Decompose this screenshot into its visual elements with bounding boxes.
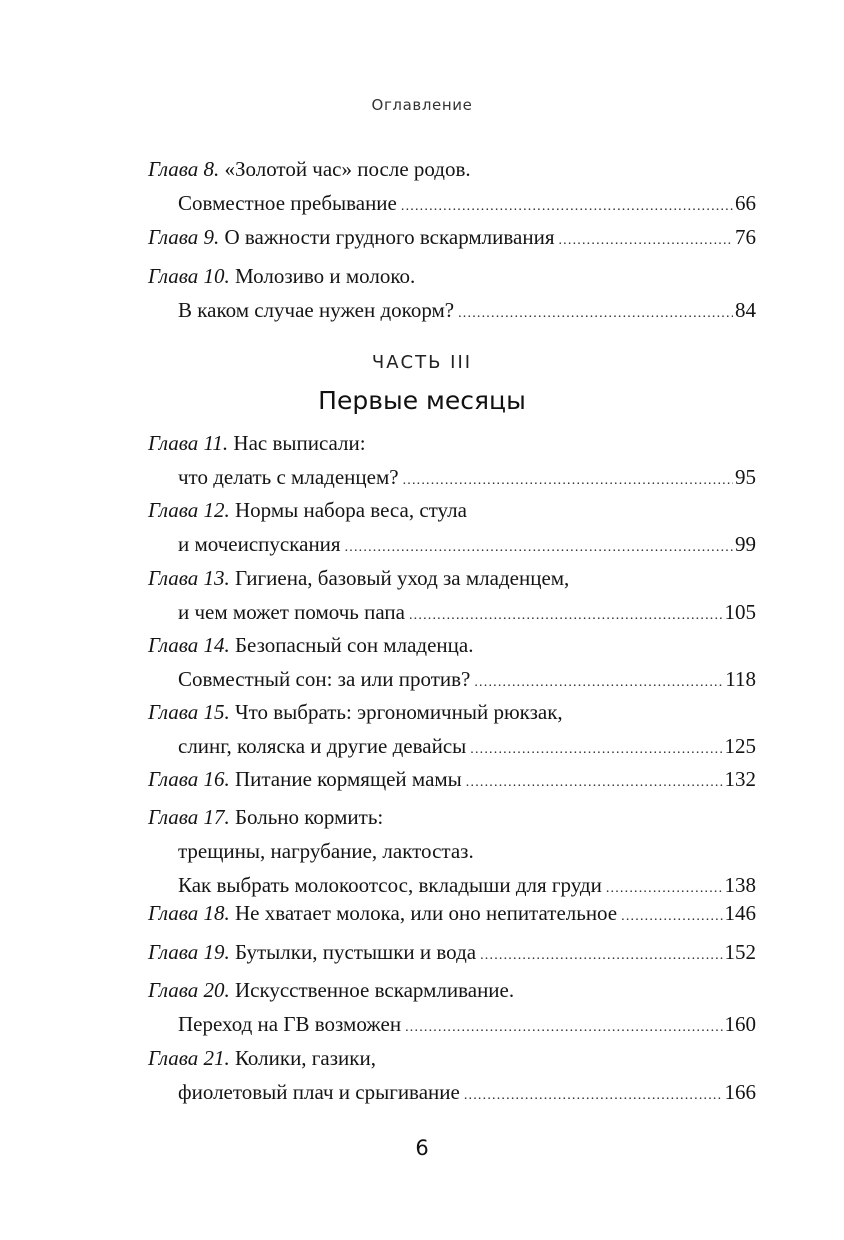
toc-entry-text bbox=[148, 1046, 376, 1070]
toc-entry[interactable] bbox=[148, 762, 756, 796]
toc-page-number: 152 bbox=[724, 940, 756, 964]
toc-page-number: 99 bbox=[735, 532, 756, 556]
toc-page-number: 166 bbox=[724, 1080, 756, 1104]
toc-entry-text bbox=[148, 220, 554, 254]
chapter-label: Глава 12. bbox=[148, 498, 230, 522]
toc-entry-line bbox=[148, 800, 756, 834]
dot-leader bbox=[558, 224, 733, 258]
toc-page-number: 76 bbox=[735, 225, 756, 249]
toc-entry-line bbox=[148, 896, 756, 930]
chapter-title: Бутылки, пустышки и вода bbox=[234, 940, 477, 964]
chapter-label: Глава 20. bbox=[148, 978, 230, 1002]
toc-entry-text bbox=[178, 293, 454, 327]
dot-leader bbox=[466, 766, 723, 800]
toc-entry-text bbox=[148, 805, 383, 829]
chapter-title: и мочеиспускания bbox=[178, 532, 341, 556]
toc-page-number: 84 bbox=[735, 298, 756, 322]
toc-entry-text bbox=[148, 896, 617, 930]
dot-leader bbox=[458, 297, 733, 331]
toc-entry-line bbox=[148, 762, 756, 796]
chapter-title: Больно кормить: bbox=[234, 805, 384, 829]
toc-entry[interactable] bbox=[148, 695, 756, 763]
toc-entry-text bbox=[178, 595, 405, 629]
toc-entry-line bbox=[148, 695, 756, 729]
chapter-title: и чем может помочь папа bbox=[178, 600, 405, 624]
chapter-title: что делать с младенцем? bbox=[178, 465, 399, 489]
chapter-label: Глава 10. bbox=[148, 264, 230, 288]
toc-entry-text bbox=[178, 662, 470, 696]
toc-page-number: 125 bbox=[724, 734, 756, 758]
toc-entry-line bbox=[148, 595, 756, 629]
toc-page-number: 95 bbox=[735, 465, 756, 489]
toc-entry-line bbox=[148, 426, 756, 460]
chapter-label: Глава 18. bbox=[148, 901, 230, 925]
toc-entry[interactable] bbox=[148, 1041, 756, 1109]
toc-entry-line bbox=[148, 973, 756, 1007]
toc-page-number: 160 bbox=[724, 1012, 756, 1036]
toc-entry-text bbox=[178, 527, 341, 561]
chapter-title: Совместный сон: за или против? bbox=[178, 667, 471, 691]
chapter-title: Нормы набора веса, стула bbox=[234, 498, 467, 522]
chapter-label: Глава 15. bbox=[148, 700, 230, 724]
dot-leader bbox=[621, 900, 722, 934]
chapter-label: Глава 17. bbox=[148, 805, 230, 829]
toc-entry-line bbox=[148, 152, 756, 186]
toc-entry[interactable] bbox=[148, 259, 756, 327]
toc-entry-text bbox=[148, 157, 471, 181]
chapter-title: Питание кормящей мамы bbox=[234, 767, 462, 791]
chapter-label: Глава 19. bbox=[148, 940, 230, 964]
toc-entry-text bbox=[148, 566, 569, 590]
running-head: Оглавление bbox=[371, 96, 473, 114]
toc-entry[interactable] bbox=[148, 152, 756, 220]
toc-page-number: 132 bbox=[724, 767, 756, 791]
chapter-title: Безопасный сон младенца. bbox=[234, 633, 474, 657]
toc-entry-line bbox=[148, 220, 756, 254]
toc-entry[interactable] bbox=[148, 896, 756, 930]
part-title: Первые месяцы bbox=[318, 386, 526, 415]
toc-entry[interactable] bbox=[148, 800, 756, 902]
toc-entry-text bbox=[178, 460, 399, 494]
toc-entry-text bbox=[178, 1075, 460, 1109]
toc-entry-text bbox=[148, 978, 514, 1002]
toc-page-number: 66 bbox=[735, 191, 756, 215]
toc-entry-text bbox=[148, 431, 366, 455]
chapter-label: Глава 8. bbox=[148, 157, 220, 181]
page-number: 6 bbox=[415, 1136, 429, 1160]
toc-entry[interactable] bbox=[148, 493, 756, 561]
toc-entry-text bbox=[148, 935, 476, 969]
toc-entry-line bbox=[148, 935, 756, 969]
chapter-label: Глава 13. bbox=[148, 566, 230, 590]
chapter-title: Искусственное вскармливание. bbox=[234, 978, 515, 1002]
toc-page-number: 138 bbox=[724, 873, 756, 897]
toc-entry[interactable] bbox=[148, 220, 756, 254]
chapter-title: Что выбрать: эргономичный рюкзак, bbox=[234, 700, 563, 724]
toc-entry-line bbox=[148, 561, 756, 595]
toc-entry-line bbox=[148, 729, 756, 763]
toc-entry-line bbox=[148, 1007, 756, 1041]
chapter-title: В каком случае нужен докорм? bbox=[178, 298, 455, 322]
dot-leader bbox=[464, 1079, 723, 1113]
chapter-label: Глава 21. bbox=[148, 1046, 230, 1070]
toc-entry-line bbox=[148, 460, 756, 494]
chapter-title: Не хватает молока, или оно непитательное bbox=[234, 901, 618, 925]
toc-page-number: 105 bbox=[724, 600, 756, 624]
chapter-title: слинг, коляска и другие девайсы bbox=[178, 734, 467, 758]
chapter-title: Совместное пребывание bbox=[178, 191, 397, 215]
toc-page-number: 118 bbox=[725, 667, 756, 691]
chapter-label: Глава 11. bbox=[148, 431, 229, 455]
toc-entry[interactable] bbox=[148, 973, 756, 1041]
toc-entry[interactable] bbox=[148, 426, 756, 494]
toc-entry-line bbox=[148, 628, 756, 662]
toc-entry-text bbox=[178, 1007, 401, 1041]
chapter-title: О важности грудного вскармливания bbox=[224, 225, 555, 249]
toc-entry-line bbox=[148, 834, 756, 868]
toc-entry-text bbox=[148, 633, 473, 657]
chapter-title: Переход на ГВ возможен bbox=[178, 1012, 402, 1036]
dot-leader bbox=[405, 1011, 722, 1045]
part-label: ЧАСТЬ III bbox=[371, 352, 473, 373]
chapter-title: фиолетовый плач и срыгивание bbox=[178, 1080, 460, 1104]
toc-entry-line bbox=[148, 1075, 756, 1109]
toc-entry-text bbox=[148, 498, 467, 522]
toc-entry-line bbox=[148, 527, 756, 561]
toc-entry-text bbox=[148, 762, 462, 796]
toc-page-number: 146 bbox=[724, 901, 756, 925]
chapter-title: Нас выписали: bbox=[233, 431, 366, 455]
toc-entry-line bbox=[148, 186, 756, 220]
chapter-title: Гигиена, базовый уход за младенцем, bbox=[234, 566, 570, 590]
toc-entry-text bbox=[148, 700, 563, 724]
dot-leader bbox=[401, 190, 733, 224]
toc-entry[interactable] bbox=[148, 561, 756, 629]
dot-leader bbox=[480, 939, 722, 973]
chapter-title: трещины, нагрубание, лактостаз. bbox=[178, 839, 474, 863]
dot-leader bbox=[345, 531, 733, 565]
toc-entry-text bbox=[178, 729, 466, 763]
toc-entry-text bbox=[178, 839, 474, 863]
toc-entry-line bbox=[148, 293, 756, 327]
toc-entry-line bbox=[148, 493, 756, 527]
toc-entry-text bbox=[148, 264, 415, 288]
chapter-title: Как выбрать молокоотсос, вкладыши для груди bbox=[178, 873, 602, 897]
toc-entry-line bbox=[148, 662, 756, 696]
chapter-label: Глава 16. bbox=[148, 767, 230, 791]
toc-entry-line bbox=[148, 1041, 756, 1075]
chapter-label: Глава 9. bbox=[148, 225, 220, 249]
toc-entry-line bbox=[148, 259, 756, 293]
toc-entry-text bbox=[178, 186, 397, 220]
toc-entry[interactable] bbox=[148, 935, 756, 969]
toc-entry[interactable] bbox=[148, 628, 756, 696]
chapter-title: «Золотой час» после родов. bbox=[224, 157, 471, 181]
chapter-title: Колики, газики, bbox=[234, 1046, 376, 1070]
chapter-label: Глава 14. bbox=[148, 633, 230, 657]
chapter-title: Молозиво и молоко. bbox=[234, 264, 416, 288]
